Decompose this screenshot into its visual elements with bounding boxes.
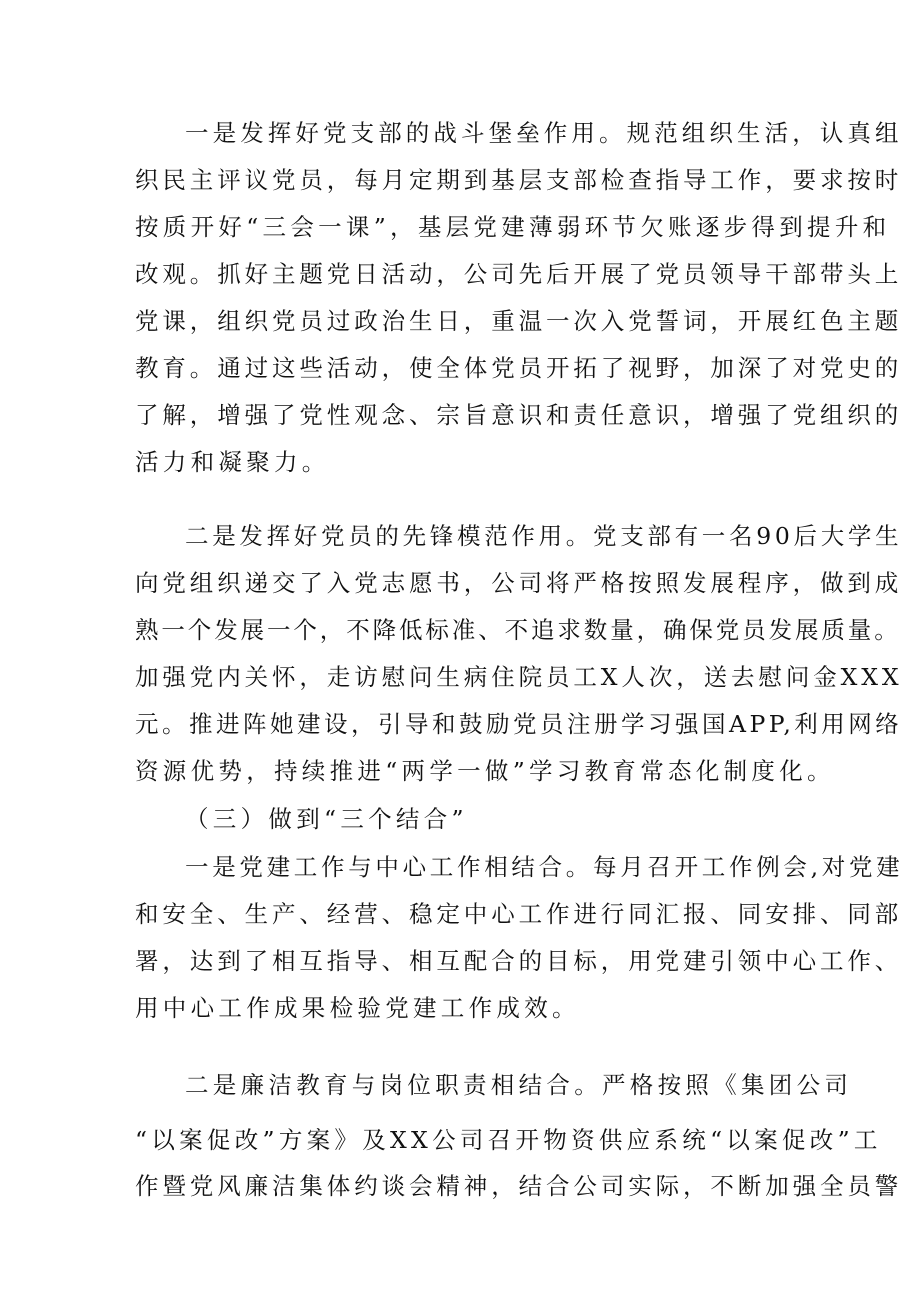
text-line: “以案促改”方案》及XX公司召开物资供应系统“以案促改”工: [135, 1126, 882, 1154]
text-line: 一是党建工作与中心工作相结合。每月召开工作例会,对党建: [185, 853, 904, 881]
section-heading: （三）做到“三个结合”: [185, 805, 468, 833]
text-line: 加强党内关怀，走访慰问生病住院员工X人次，送去慰问金XXX: [135, 663, 903, 691]
text-line: 织民主评议党员，每月定期到基层支部检查指导工作，要求按时: [135, 166, 903, 194]
text-line: 教育。通过这些活动，使全体党员开拓了视野，加深了对党史的: [135, 354, 903, 382]
text-line: 元。推进阵她建设，引导和鼓励党员注册学习强国APP,利用网络: [135, 710, 903, 738]
text-line: 作暨党风廉洁集体约谈会精神，结合公司实际，不断加强全员警: [135, 1172, 903, 1200]
text-line: 用中心工作成果检验党建工作成效。: [135, 994, 580, 1022]
text-line: 熟一个发展一个，不降低标准、不追求数量，确保党员发展质量。: [135, 616, 901, 644]
text-line: 资源优势，持续推进“两学一做”学习教育常态化制度化。: [135, 757, 835, 785]
text-line: 按质开好“三会一课”，基层党建薄弱环节欠账逐步得到提升和: [135, 213, 891, 241]
text-line: 一是发挥好党支部的战斗堡垒作用。规范组织生活，认真组: [185, 119, 903, 147]
text-line: 改观。抓好主题党日活动，公司先后开展了党员领导干部带头上: [135, 260, 903, 288]
text-line: 署，达到了相互指导、相互配合的目标，用党建引领中心工作、: [135, 947, 903, 975]
text-line: 活力和凝聚力。: [135, 448, 330, 476]
text-line: 了解，增强了党性观念、宗旨意识和责任意识，增强了党组织的: [135, 401, 903, 429]
text-line: 二是廉洁教育与岗位职责相结合。严格按照《集团公司: [185, 1071, 853, 1099]
text-line: 党课，组织党员过政治生日，重温一次入党誓词，开展红色主题: [135, 307, 903, 335]
text-line: 向党组织递交了入党志愿书，公司将严格按照发展程序，做到成: [135, 569, 903, 597]
text-line: 和安全、生产、经营、稳定中心工作进行同汇报、同安排、同部: [135, 900, 903, 928]
text-line: 二是发挥好党员的先锋模范作用。党支部有一名90后大学生: [185, 522, 903, 550]
